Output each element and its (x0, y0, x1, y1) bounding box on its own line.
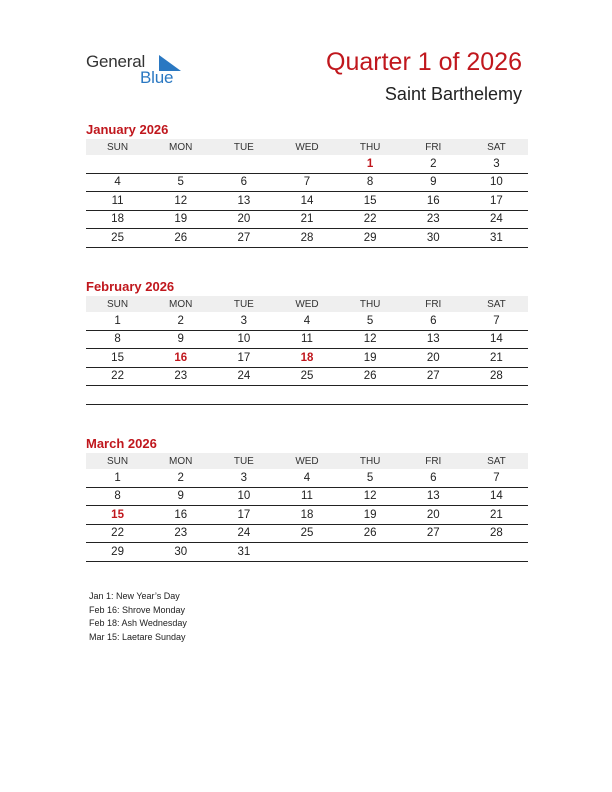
day-cell: 6 (212, 173, 275, 192)
day-cell (275, 386, 338, 405)
day-cell: 24 (465, 210, 528, 229)
week-row (86, 543, 528, 562)
day-cell: 20 (212, 210, 275, 229)
weekday-header-row (86, 296, 528, 312)
weekday-header: TUE (212, 453, 275, 469)
weekday-header: FRI (402, 296, 465, 312)
day-cell: 23 (149, 367, 212, 386)
day-cell: 3 (212, 312, 275, 330)
month-january (86, 121, 528, 248)
holiday-note: Jan 1: New Year’s Day (89, 591, 180, 601)
weekday-header: WED (275, 139, 338, 155)
day-cell: 7 (465, 312, 528, 330)
week-row (86, 210, 528, 229)
day-cell: 27 (212, 229, 275, 248)
day-cell (339, 543, 402, 562)
week-row (86, 367, 528, 386)
day-cell: 19 (339, 349, 402, 368)
day-cell (149, 155, 212, 173)
day-cell: 6 (402, 469, 465, 487)
day-cell: 12 (339, 330, 402, 349)
day-cell: 29 (86, 543, 149, 562)
day-cell: 27 (402, 524, 465, 543)
week-row (86, 312, 528, 330)
day-cell: 28 (465, 524, 528, 543)
day-cell: 10 (465, 173, 528, 192)
day-cell: 5 (339, 469, 402, 487)
day-cell: 22 (86, 367, 149, 386)
month-march (86, 435, 528, 562)
day-cell: 20 (402, 506, 465, 525)
week-row (86, 155, 528, 173)
day-cell: 7 (465, 469, 528, 487)
day-cell: 28 (275, 229, 338, 248)
day-cell: 23 (402, 210, 465, 229)
day-cell: 11 (275, 330, 338, 349)
day-cell: 19 (339, 506, 402, 525)
weekday-header: WED (275, 453, 338, 469)
week-row (86, 386, 528, 405)
weekday-header: SAT (465, 139, 528, 155)
day-cell (212, 155, 275, 173)
day-cell: 11 (86, 192, 149, 211)
calendar-grid (86, 296, 528, 405)
page-title: Quarter 1 of 2026 (326, 48, 522, 76)
holiday-note: Mar 15: Laetare Sunday (89, 631, 186, 642)
day-cell (212, 386, 275, 405)
day-cell: 18 (275, 506, 338, 525)
day-cell: 8 (86, 330, 149, 349)
page-subtitle: Saint Barthelemy (384, 84, 522, 104)
weekday-header: TUE (212, 139, 275, 155)
day-cell: 9 (402, 173, 465, 192)
day-cell: 13 (402, 330, 465, 349)
day-cell: 26 (339, 367, 402, 386)
day-cell: 1 (86, 312, 149, 330)
day-cell: 18 (86, 210, 149, 229)
day-cell: 2 (402, 155, 465, 173)
day-cell (465, 386, 528, 405)
day-cell: 30 (402, 229, 465, 248)
logo (86, 52, 196, 92)
day-cell: 2 (149, 312, 212, 330)
day-cell: 3 (212, 469, 275, 487)
holiday-note: Feb 16: Shrove Monday (89, 604, 186, 615)
day-cell: 13 (212, 192, 275, 211)
holiday-day-cell: 15 (86, 506, 149, 525)
day-cell: 12 (149, 192, 212, 211)
weekday-header: SUN (86, 139, 149, 155)
weekday-header: SAT (465, 296, 528, 312)
day-cell: 17 (212, 506, 275, 525)
weekday-header: THU (339, 139, 402, 155)
week-row (86, 524, 528, 543)
day-cell (402, 543, 465, 562)
day-cell (275, 543, 338, 562)
weekday-header: FRI (402, 139, 465, 155)
week-row (86, 173, 528, 192)
day-cell: 14 (465, 487, 528, 506)
holiday-day-cell: 1 (339, 155, 402, 173)
week-row (86, 469, 528, 487)
weekday-header: SUN (86, 296, 149, 312)
day-cell: 21 (465, 349, 528, 368)
day-cell: 26 (339, 524, 402, 543)
month-february (86, 278, 528, 405)
day-cell (465, 543, 528, 562)
weekday-header: TUE (212, 296, 275, 312)
day-cell: 5 (339, 312, 402, 330)
calendar-grid (86, 139, 528, 248)
day-cell (149, 386, 212, 405)
weekday-header: WED (275, 296, 338, 312)
weekday-header: THU (339, 296, 402, 312)
week-row (86, 229, 528, 248)
weekday-header: MON (149, 453, 212, 469)
weekday-header: SAT (465, 453, 528, 469)
day-cell: 24 (212, 524, 275, 543)
day-cell (339, 386, 402, 405)
week-row (86, 330, 528, 349)
day-cell: 31 (465, 229, 528, 248)
day-cell (275, 155, 338, 173)
day-cell: 19 (149, 210, 212, 229)
day-cell: 4 (275, 312, 338, 330)
day-cell: 22 (339, 210, 402, 229)
day-cell: 26 (149, 229, 212, 248)
day-cell: 30 (149, 543, 212, 562)
day-cell: 1 (86, 469, 149, 487)
month-title: February 2026 (86, 279, 175, 294)
day-cell: 8 (86, 487, 149, 506)
day-cell: 11 (275, 487, 338, 506)
holiday-notes (89, 590, 187, 644)
weekday-header: SUN (86, 453, 149, 469)
weekday-header: FRI (402, 453, 465, 469)
week-row (86, 506, 528, 525)
day-cell: 10 (212, 330, 275, 349)
day-cell: 22 (86, 524, 149, 543)
holiday-day-cell: 16 (149, 349, 212, 368)
day-cell: 25 (86, 229, 149, 248)
day-cell: 15 (86, 349, 149, 368)
day-cell (86, 386, 149, 405)
day-cell: 31 (212, 543, 275, 562)
month-title: January 2026 (86, 122, 169, 137)
day-cell: 25 (275, 367, 338, 386)
day-cell (402, 386, 465, 405)
day-cell: 21 (275, 210, 338, 229)
holiday-day-cell: 18 (275, 349, 338, 368)
logo-text-general: General (86, 52, 146, 71)
day-cell: 29 (339, 229, 402, 248)
weekday-header: MON (149, 139, 212, 155)
day-cell: 4 (86, 173, 149, 192)
day-cell: 14 (275, 192, 338, 211)
day-cell: 8 (339, 173, 402, 192)
day-cell: 16 (402, 192, 465, 211)
day-cell: 5 (149, 173, 212, 192)
day-cell: 15 (339, 192, 402, 211)
day-cell: 20 (402, 349, 465, 368)
calendar-grid (86, 453, 528, 562)
weekday-header: THU (339, 453, 402, 469)
day-cell: 24 (212, 367, 275, 386)
day-cell: 23 (149, 524, 212, 543)
holiday-note: Feb 18: Ash Wednesday (89, 618, 187, 628)
month-title: March 2026 (86, 436, 157, 451)
day-cell: 17 (212, 349, 275, 368)
weekday-header-row (86, 139, 528, 155)
day-cell: 27 (402, 367, 465, 386)
day-cell: 25 (275, 524, 338, 543)
day-cell: 4 (275, 469, 338, 487)
day-cell: 28 (465, 367, 528, 386)
day-cell: 3 (465, 155, 528, 173)
day-cell: 9 (149, 330, 212, 349)
weekday-header-row (86, 453, 528, 469)
day-cell: 12 (339, 487, 402, 506)
week-row (86, 192, 528, 211)
day-cell: 16 (149, 506, 212, 525)
day-cell: 14 (465, 330, 528, 349)
logo-text-blue: Blue (140, 68, 174, 87)
day-cell: 17 (465, 192, 528, 211)
day-cell: 13 (402, 487, 465, 506)
day-cell: 2 (149, 469, 212, 487)
day-cell: 21 (465, 506, 528, 525)
day-cell: 10 (212, 487, 275, 506)
day-cell: 9 (149, 487, 212, 506)
day-cell (86, 155, 149, 173)
day-cell: 7 (275, 173, 338, 192)
day-cell: 6 (402, 312, 465, 330)
week-row (86, 349, 528, 368)
weekday-header: MON (149, 296, 212, 312)
week-row (86, 487, 528, 506)
